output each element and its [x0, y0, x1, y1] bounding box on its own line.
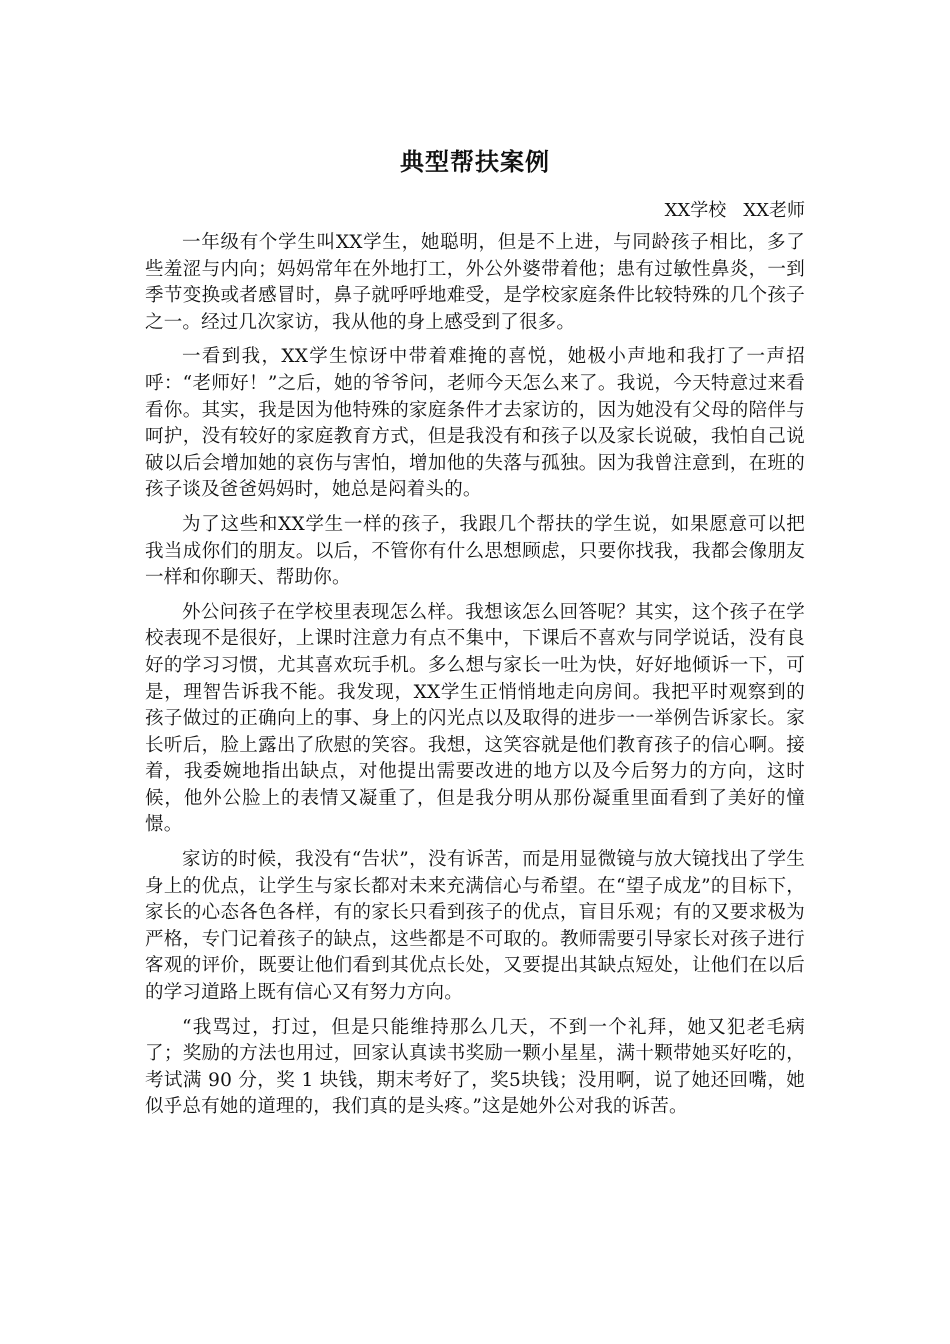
- author-byline: XX学校 XX老师: [664, 200, 805, 221]
- paragraph-3: 为了这些和XX学生一样的孩子，我跟几个帮扶的学生说，如果愿意可以把我当成你们的朋友。以后，不管你有什么思想顾虑，只要你找我，我都会像朋友一样和你聊天、帮助你。: [145, 513, 805, 589]
- document-title: 典型帮扶案例: [400, 148, 550, 176]
- paragraph-6: “我骂过，打过，但是只能维持那么几天，不到一个礼拜，她又犯老毛病了；奖励的方法也用过，回家认真读书奖励一颗小星星，满十颗带她买好吃的，考试满 90 分，奖 1 块钱，期末考好了，奖5块钱；没用啊，说了她还回嘴，她似乎总有她的道理的，我们真的是头疼。”这是她外公对我的诉苦。: [145, 1016, 805, 1118]
- paragraph-4: 外公问孩子在学校里表现怎么样。我想该怎么回答呢？其实，这个孩子在学校表现不是很好，上课时注意力有点不集中，下课后不喜欢与同学说话，没有良好的学习习惯，尤其喜欢玩手机。多么想与家长一吐为快，好好地倾诉一下，可是，理智告诉我不能。我发现，XX学生正悄悄地走向房间。我把平时观察到的孩子做过的正确向上的事、身上的闪光点以及取得的进步一一举例告诉家长。家长听后，脸上露出了欣慰的笑容。我想，这笑容就是他们教育孩子的信心啊。接着，我委婉地指出缺点，对他提出需要改进的地方以及今后努力的方向，这时候，他外公脸上的表情又凝重了，但是我分明从那份凝重里面看到了美好的憧憬。: [145, 601, 805, 836]
- document-body: [145, 142, 805, 1121]
- paragraph-5: 家访的时候，我没有“告状”，没有诉苦，而是用显微镜与放大镜找出了学生身上的优点，让学生与家长都对未来充满信心与希望。在“望子成龙”的目标下，家长的心态各色各样，有的家长只看到孩子的优点，盲目乐观；有的又要求极为严格，专门记着孩子的缺点，这些都是不可取的。教师需要引导家长对孩子进行客观的评价，既要让他们看到其优点长处，又要提出其缺点短处，让他们在以后的学习道路上既有信心又有努力方向。: [145, 849, 805, 1004]
- paragraph-2: 一看到我，XX学生惊讶中带着难掩的喜悦，她极小声地和我打了一声招呼：“老师好！”之后，她的爷爷问，老师今天怎么来了。我说，今天特意过来看看你。其实，我是因为他特殊的家庭条件才去家访的，因为她没有父母的陪伴与呵护，没有较好的家庭教育方式，但是我没有和孩子以及家长说破，我怕自己说破以后会增加她的哀伤与害怕，增加他的失落与孤独。因为我曾注意到，在班的孩子谈及爸爸妈妈时，她总是闷着头的。: [145, 346, 805, 501]
- paragraph-1: 一年级有个学生叫XX学生，她聪明，但是不上进，与同龄孩子相比，多了些羞涩与内向；妈妈常年在外地打工，外公外婆带着他；患有过敏性鼻炎，一到季节变换或者感冒时，鼻子就呼呼地难受，是学校家庭条件比较特殊的几个孩子之一。经过几次家访，我从他的身上感受到了很多。: [145, 232, 805, 333]
